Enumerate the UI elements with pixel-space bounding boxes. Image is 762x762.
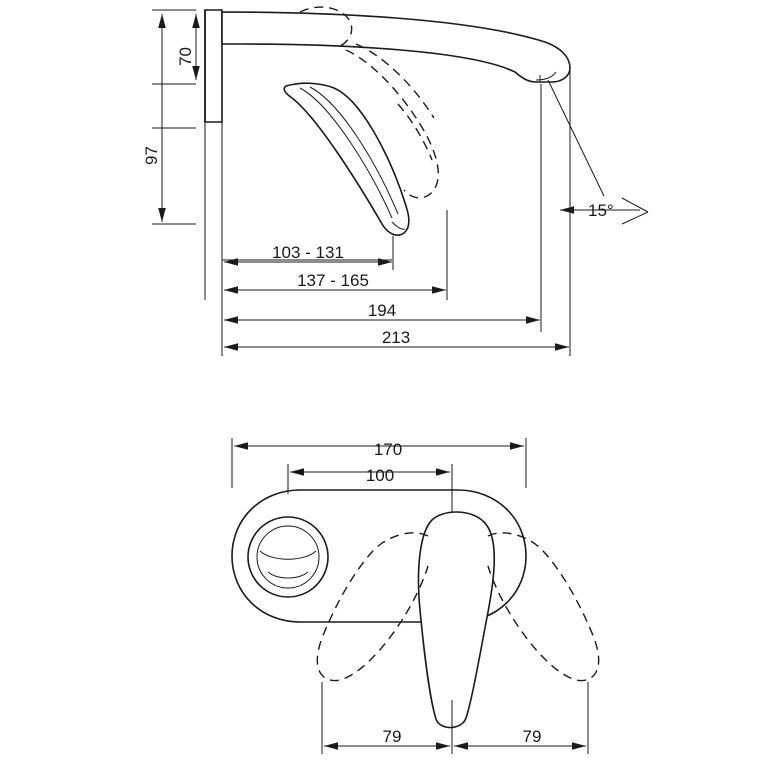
dimension-97-label: 97 <box>142 146 161 165</box>
dimension-70 <box>176 14 196 80</box>
wall-plate-outline <box>205 10 222 122</box>
dimension-194 <box>224 301 540 320</box>
dimension-170-label: 170 <box>373 440 403 459</box>
dimension-137-165 <box>224 271 446 290</box>
dimension-137-165-label: 137 - 165 <box>297 271 369 290</box>
side-elevation-view <box>142 7 648 356</box>
dimension-213 <box>224 328 569 347</box>
dimension-79-right-label: 79 <box>522 727 542 746</box>
dimension-70-label: 70 <box>176 47 195 66</box>
dimension-170 <box>234 440 524 459</box>
lever-handle-outline <box>284 83 409 235</box>
dimension-79-right <box>454 727 586 746</box>
dimension-79-left-label: 79 <box>382 727 402 746</box>
dimension-97 <box>142 14 162 222</box>
dimension-15-degrees <box>548 80 648 224</box>
dimension-100 <box>290 466 450 485</box>
dimension-213-label: 213 <box>381 328 411 347</box>
dimension-100-label: 100 <box>365 466 395 485</box>
dimension-79-left <box>324 727 450 746</box>
dimension-103-131-label: 103 - 131 <box>272 243 344 262</box>
lever-handle-front <box>419 512 495 728</box>
dimension-103-131 <box>224 243 392 262</box>
dimension-15-degrees-label: 15° <box>588 201 614 220</box>
dimension-194-label: 194 <box>367 301 397 320</box>
front-elevation-view <box>232 438 599 754</box>
aerator-outlet <box>248 517 328 597</box>
